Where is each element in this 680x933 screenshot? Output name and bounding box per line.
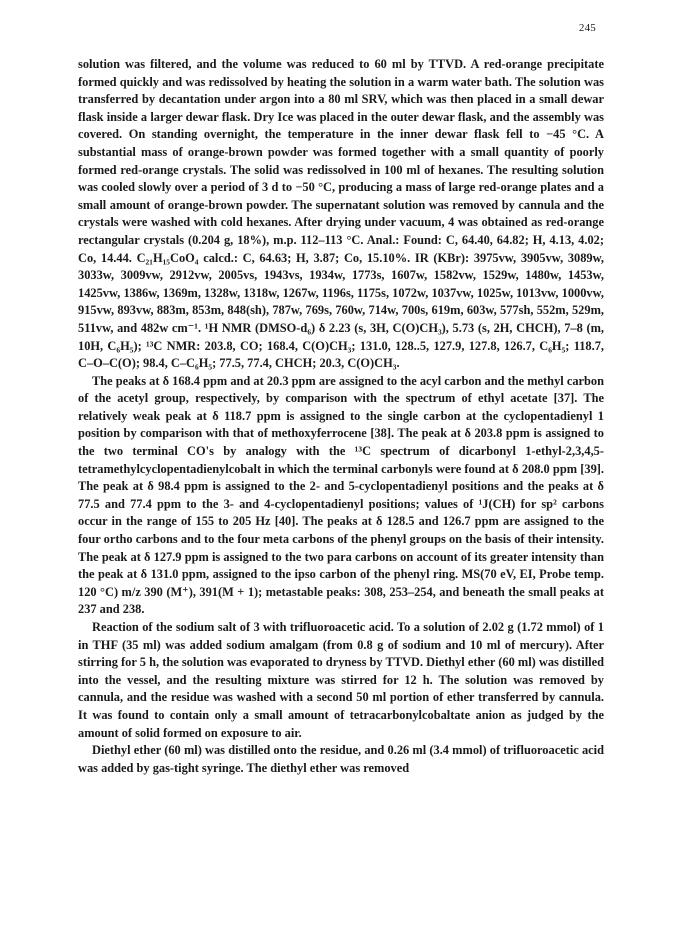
paragraph-experimental-continued: solution was filtered, and the volume was reduced to 60 ml by TTVD. A red-orange precipitate formed quickly and was redissolved by heating the solution in a warm water bath. The solution was transferred by decantation under argon into a 80 ml SRV, which was then placed in a small dewar flask inside a larger dewar flask. Dry Ice was placed in the outer dewar flask, and the assembly was covered. On standing overnight, the temperature in the inner dewar flask fell to −45 °C. A substantial mass of orange-brown powder was formed together with a small quantity of poorly formed red-orange crystals. The solid was redissolved in 100 ml of hexanes. The resulting solution was cooled slowly over a period of 3 d to −50 °C, producing a mass of large red-orange plates and a small amount of orange-brown powder. The supernatant solution was removed by cannula and the crystals were washed with cold hexanes. After drying under vacuum, 4 was obtained as red-orange rectangular crystals (0.204 g, 18%), m.p. 112–113 °C. Anal.: Found: C, 64.40, 64.82; H, 4.13, 4.02; Co, 14.44. C₂₁H₁₅CoO₄ calcd.: C, 64.63; H, 3.87; Co, 15.10%. IR (KBr): 3975vw, 3905vw, 3089w, 3033w, 3009vw, 2912vw, 2005vs, 1943vs, 1934w, 1773s, 1607w, 1582vw, 1529w, 1480w, 1453w, 1425vw, 1386w, 1369m, 1328w, 1318w, 1267w, 1196s, 1175s, 1072w, 1037vw, 1025w, 1013vw, 1000vw, 915vw, 893vw, 883m, 853m, 848(sh), 787w, 769s, 760w, 714w, 700s, 619m, 603w, 577sh, 552m, 529m, 511vw, and 482w cm⁻¹. ¹H NMR (DMSO-d₆) δ 2.23 (s, 3H, C(O)CH₃), 5.73 (s, 2H, CHCH), 7–8 (m, 10H, C₆H₅); ¹³C NMR: 203.8, CO; 168.4, C(O)CH₃; 131.0, 128..5, 127.9, 127.8, 126.7, C₆H₅; 118.7, C–O–C(O); 98.4, C–C₆H₅; 77.5, 77.4, CHCH; 20.3, C(O)CH₃. — [78, 57, 604, 371]
paragraph-reaction-sodium-salt: Reaction of the sodium salt of 3 with trifluoroacetic acid. To a solution of 2.02 g (1.72 mmol) of 1 in THF (35 ml) was added sodium amalgam (from 0.8 g of sodium and 10 ml of mercury). After stirring for 5 h, the solution was evaporated to dryness by TTVD. Diethyl ether (60 ml) was distilled into the vessel, and the resulting mixture was stirred for 12 h. The solution was removed by cannula, and the residue was washed with a second 50 ml portion of ether transferred by cannula. It was found to contain only a small amount of tetracarbonylcobaltate anion as judged by the amount of solid formed on exposure to air. — [78, 620, 604, 740]
paragraph-diethyl-ether: Diethyl ether (60 ml) was distilled onto the residue, and 0.26 ml (3.4 mmol) of trifluoroacetic acid was added by gas-tight syringe. The diethyl ether was removed — [78, 743, 604, 775]
page-number: 245 — [578, 22, 596, 34]
article-body — [78, 56, 604, 777]
paragraph-nmr-assignment: The peaks at δ 168.4 ppm and at 20.3 ppm are assigned to the acyl carbon and the methyl carbon of the acetyl group, respectively, by comparison with the spectrum of ethyl acetate [37]. The relatively weak peak at δ 118.7 ppm is assigned to the single carbon at the cyclopentadienyl 1 position by comparison with that of methoxyferrocene [38]. The peak at δ 203.8 ppm is assigned to the two terminal CO's by analogy with the ¹³C spectrum of dicarbonyl 1-ethyl-2,3,4,5-tetramethylcyclopentadienylcobalt in which the terminal carbonyls were found at δ 208.0 ppm [39]. The peak at δ 98.4 ppm is assigned to the 2- and 5-cyclopentadienyl positions and the peaks at δ 77.5 and 77.4 ppm to the 3- and 4-cyclopentadienyl positions; values of ¹J(CH) for sp² carbons occur in the range of 155 to 205 Hz [40]. The peaks at δ 128.5 and 126.7 ppm are assigned to the four ortho carbons and to the four meta carbons of the phenyl groups on the basis of their intensity. The peak at δ 127.9 ppm is assigned to the two para carbons on account of its greater intensity than the peak at δ 131.0 ppm, assigned to the ipso carbon of the phenyl ring. MS(70 eV, EI, Probe temp. 120 °C) m/z 390 (M⁺), 391(M + 1); metastable peaks: 308, 253–254, and beneath the small peaks at 237 and 238. — [78, 373, 604, 617]
